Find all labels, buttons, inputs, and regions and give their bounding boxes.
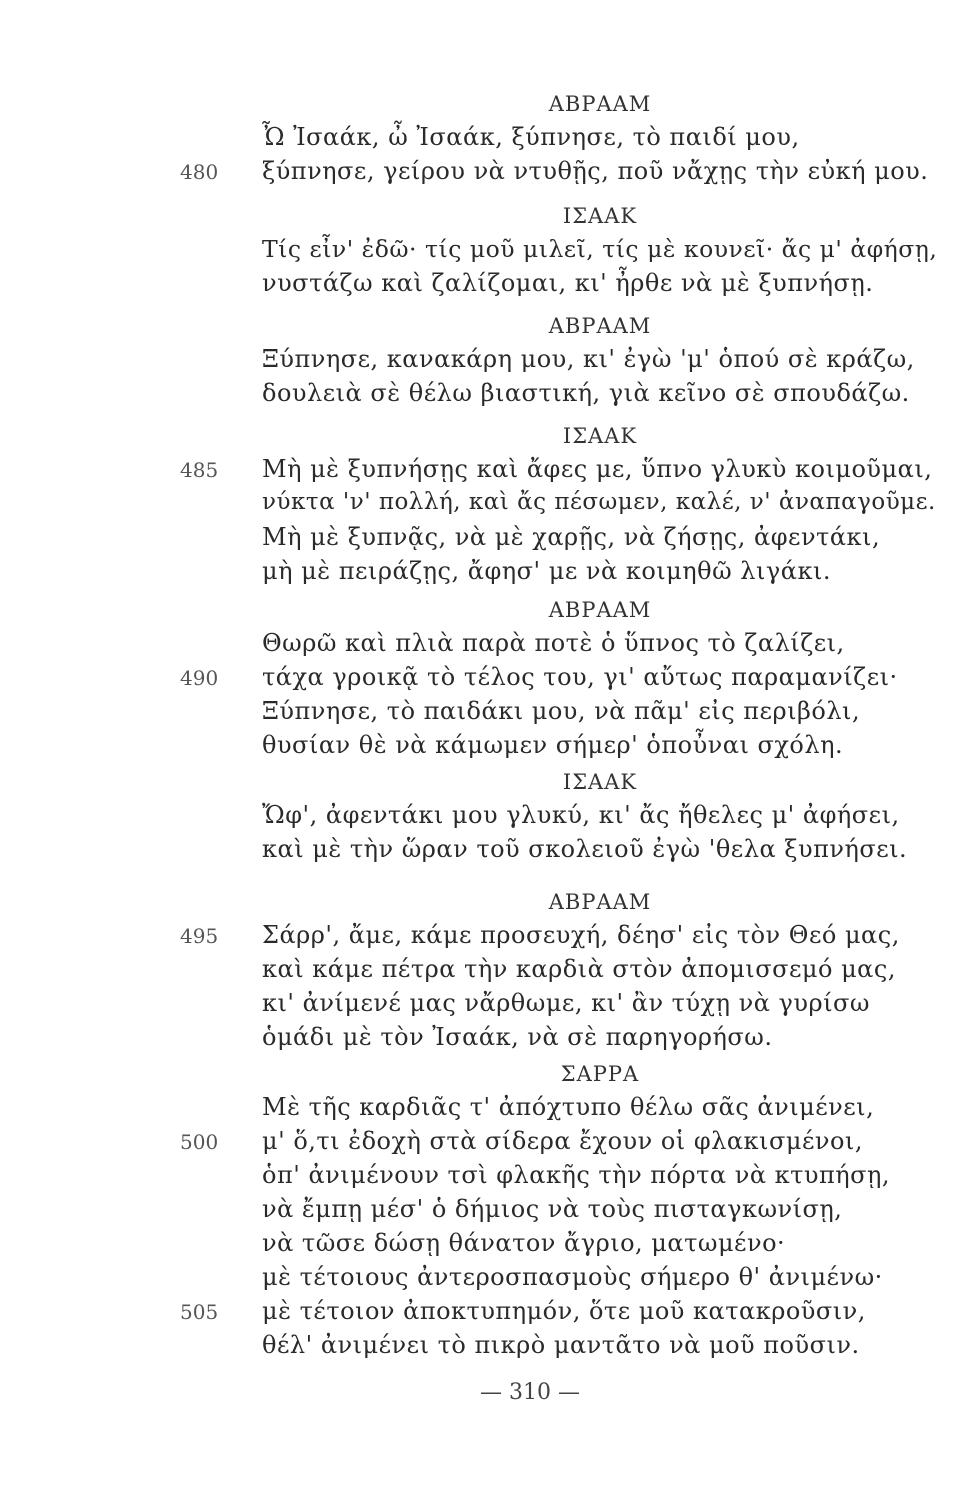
- speaker-heading: ΙΣΑΑΚ: [562, 424, 638, 448]
- verse-line: δουλειὰ σὲ θέλω βιαστική, γιὰ κεῖνο σὲ σπουδάζω.: [262, 379, 910, 407]
- verse-line: Ξύπνησε, κανακάρη μου, κι' ἐγὼ 'μ' ὁπού σὲ κράζω,: [262, 345, 915, 373]
- line-number: 485: [180, 458, 219, 482]
- line-number: 500: [180, 1130, 219, 1154]
- speaker-heading: ΑΒΡΑΑΜ: [548, 890, 652, 914]
- verse-line: Μὴ μὲ ξυπνήσῃς καὶ ἄφες με, ὕπνο γλυκὺ κοιμοῦμαι,: [262, 455, 933, 483]
- speaker-heading: ΑΒΡΑΑΜ: [548, 598, 652, 622]
- page-number: — 310 —: [480, 1380, 580, 1405]
- verse-line: ὁπ' ἀνιμένουν τσὶ φλακῆς τὴν πόρτα νὰ κτυπήσῃ,: [262, 1161, 891, 1189]
- speaker-heading: ΙΣΑΑΚ: [562, 204, 638, 228]
- verse-line: θυσίαν θὲ νὰ κάμωμεν σήμερ' ὁποὖναι σχόλη.: [262, 731, 844, 759]
- line-number: 490: [180, 666, 219, 690]
- verse-line: Ὤφ', ἀφεντάκι μου γλυκύ, κι' ἄς ἤθελες μ' ἀφήσει,: [262, 801, 900, 829]
- speaker-heading: ΙΣΑΑΚ: [562, 770, 638, 794]
- verse-line: ξύπνησε, γείρου νὰ ντυθῇς, ποῦ νἄχῃς τὴν εὐκή μου.: [262, 157, 929, 185]
- verse-line: καὶ κάμε πέτρα τὴν καρδιὰ στὸν ἀπομισσεμό μας,: [262, 955, 896, 983]
- verse-line: νὰ ἔμπῃ μέσ' ὁ δήμιος νὰ τοὺς πισταγκωνίσῃ,: [262, 1195, 843, 1223]
- verse-line: Ὦ Ἰσαάκ, ὦ Ἰσαάκ, ξύπνησε, τὸ παιδί μου,: [262, 123, 800, 151]
- verse-line: τάχα γροικᾷ τὸ τέλος του, γι' αὔτως παραμανίζει·: [262, 663, 898, 691]
- verse-line: Σάρρ', ἄμε, κάμε προσευχή, δέησ' εἰς τὸν Θεό μας,: [262, 921, 900, 949]
- line-number: 495: [180, 924, 219, 948]
- verse-line: κι' ἀνίμενέ μας νἄρθωμε, κι' ἂν τύχῃ νὰ γυρίσω: [262, 989, 870, 1017]
- speaker-heading: ΑΒΡΑΑΜ: [548, 92, 652, 116]
- verse-line: νύκτα 'ν' πολλή, καὶ ἄς πέσωμεν, καλέ, ν' ἀναπαγοῦμε.: [262, 489, 936, 515]
- verse-line: νὰ τῶσε δώσῃ θάνατον ἄγριο, ματωμένο·: [262, 1229, 786, 1257]
- verse-line: νυστάζω καὶ ζαλίζομαι, κι' ἦρθε νὰ μὲ ξυπνήσῃ.: [262, 269, 874, 297]
- verse-line: Μὴ μὲ ξυπνᾷς, νὰ μὲ χαρῇς, νὰ ζήσῃς, ἀφεντάκι,: [262, 523, 881, 551]
- line-number: 505: [180, 1300, 219, 1324]
- verse-line: μ' ὅ,τι ἐδοχὴ στὰ σίδερα ἔχουν οἱ φλακισμένοι,: [262, 1127, 863, 1155]
- verse-line: θέλ' ἀνιμένει τὸ πικρὸ μαντᾶτο νὰ μοῦ ποῦσιν.: [262, 1331, 860, 1359]
- verse-line: Ξύπνησε, τὸ παιδάκι μου, νὰ πᾶμ' εἰς περιβόλι,: [262, 697, 861, 725]
- speaker-heading: ΣΑΡΡΑ: [560, 1062, 640, 1086]
- verse-line: μὲ τέτοιους ἀντεροσπασμοὺς σήμερο θ' ἀνιμένω·: [262, 1263, 883, 1291]
- verse-line: Μὲ τῆς καρδιᾶς τ' ἀπόχτυπο θέλω σᾶς ἀνιμένει,: [262, 1093, 875, 1121]
- line-number: 480: [180, 160, 219, 184]
- verse-line: Τίς εἶν' ἐδῶ· τίς μοῦ μιλεῖ, τίς μὲ κουνεῖ· ἄς μ' ἀφήσῃ,: [262, 235, 938, 263]
- verse-line: ὁμάδι μὲ τὸν Ἰσαάκ, νὰ σὲ παρηγορήσω.: [262, 1023, 773, 1051]
- speaker-heading: ΑΒΡΑΑΜ: [548, 314, 652, 338]
- verse-line: καὶ μὲ τὴν ὥραν τοῦ σκολειοῦ ἐγὼ 'θελα ξυπνήσει.: [262, 835, 908, 863]
- verse-line: Θωρῶ καὶ πλιὰ παρὰ ποτὲ ὁ ὕπνος τὸ ζαλίζει,: [262, 629, 845, 657]
- verse-line: μὴ μὲ πειράζῃς, ἄφησ' με νὰ κοιμηθῶ λιγάκι.: [262, 557, 832, 585]
- verse-line: μὲ τέτοιον ἀποκτυπημόν, ὅτε μοῦ κατακροῦσιν,: [262, 1297, 866, 1325]
